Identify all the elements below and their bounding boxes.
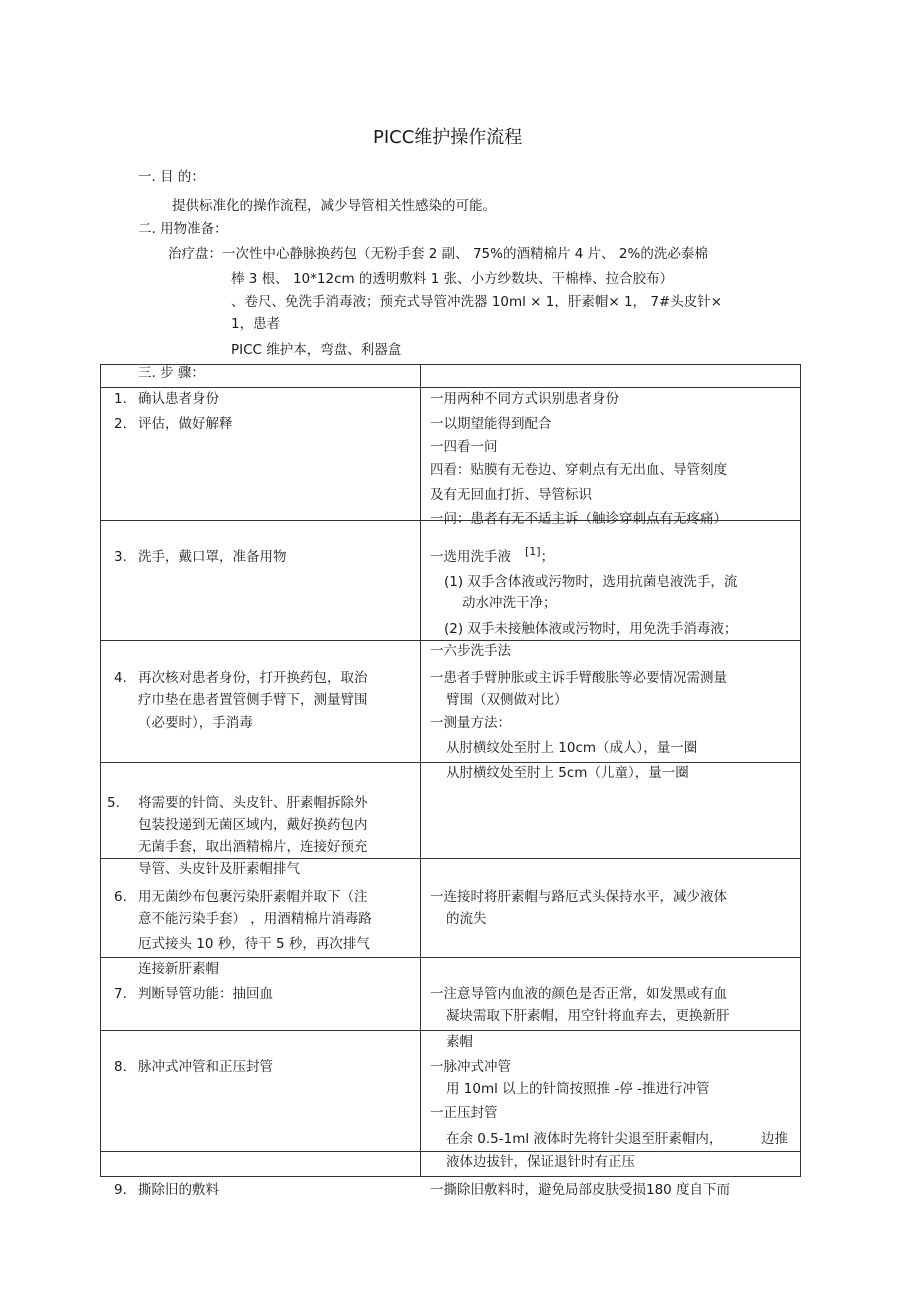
- step-text: 用无菌纱布包裹污染肝素帽并取下（注: [138, 889, 368, 905]
- step-note: 一脉冲式冲管: [430, 1059, 511, 1075]
- step-number: 3.: [114, 549, 127, 565]
- supplies-line: 治疗盘：一次性中心静脉换药包（无粉手套 2 副、 75%的酒精棉片 4 片、 2%的洗必泰棉: [168, 246, 708, 262]
- step-note: 一四看一问: [430, 439, 498, 455]
- table-rule: [100, 1151, 801, 1152]
- step-note: 用 10ml 以上的针筒按照推 -停 -推进行冲管: [446, 1081, 710, 1097]
- step-note: 一正压封管: [430, 1105, 498, 1121]
- step-number: 1.: [114, 391, 127, 407]
- step-note: 从肘横纹处至肘上 5cm（儿童），量一圈: [446, 765, 689, 781]
- step-number: 2.: [114, 416, 127, 432]
- step-note: 从肘横纹处至肘上 10cm（成人），量一圈: [446, 740, 698, 756]
- section-heading-steps: 三. 步 骤：: [138, 365, 205, 381]
- step-note: 一连接时将肝素帽与路厄式头保持水平，减少液体: [430, 889, 727, 905]
- step-note-punct: ；: [540, 549, 555, 565]
- citation-marker: [1]: [525, 545, 541, 558]
- step-number: 5.: [107, 795, 120, 811]
- step-note: 四看：贴膜有无卷边、穿刺点有无出血、导管刻度: [430, 462, 727, 478]
- step-text: 撕除旧的敷料: [138, 1182, 219, 1198]
- supplies-line: 棒 3 根、 10*12cm 的透明敷料 1 张、小方纱数块、干棉棒、拉合胶布）: [231, 271, 674, 287]
- step-text: 连接新肝素帽: [138, 961, 219, 977]
- step-note: 一注意导管内血液的颜色是否正常，如发黑或有血: [430, 986, 727, 1002]
- step-text: 判断导管功能：抽回血: [138, 986, 273, 1002]
- table-rule: [420, 364, 421, 1176]
- table-rule: [800, 364, 801, 1176]
- step-note: 边推: [761, 1131, 788, 1147]
- step-note: 液体边拔针，保证退针时有正压: [446, 1154, 635, 1170]
- step-note: [430, 545, 555, 567]
- table-rule: [100, 364, 801, 365]
- step-text: 无菌手套，取出酒精棉片，连接好预充: [138, 839, 368, 855]
- supplies-line: PICC 维护本，弯盘、利器盒: [231, 342, 402, 358]
- step-text: 包装投递到无菌区域内，戴好换药包内: [138, 817, 368, 833]
- table-rule: [100, 387, 801, 388]
- step-note: 一六步洗手法: [430, 643, 511, 659]
- step-note: 凝块需取下肝素帽，用空针将血弃去，更换新肝: [446, 1008, 730, 1024]
- supplies-line: 、卷尺、免洗手消毒液；预充式导管冲洗器 10ml × 1，肝素帽× 1， 7#头皮针×: [231, 294, 723, 310]
- step-text: 洗手，戴口罩，准备用物: [138, 549, 287, 565]
- step-note: 的流失: [446, 911, 487, 927]
- step-note-text: 一选用洗手液: [430, 549, 511, 565]
- step-note: 臂围（双侧做对比）: [446, 692, 568, 708]
- supplies-line: 1，患者: [231, 316, 281, 332]
- table-rule: [100, 858, 801, 859]
- step-note: (1) 双手含体液或污物时，选用抗菌皂液洗手，流: [444, 574, 738, 590]
- step-note: 素帽: [446, 1034, 473, 1050]
- step-text: （必要时），手消毒: [138, 715, 253, 731]
- table-rule: [100, 762, 801, 763]
- step-number: 6.: [114, 889, 127, 905]
- step-note: 动水冲洗干净；: [462, 595, 557, 611]
- step-number: 4.: [114, 670, 127, 686]
- section-heading-supplies: 二. 用物准备：: [138, 221, 228, 237]
- section-heading-purpose: 一. 目 的：: [138, 169, 205, 185]
- step-note: 一患者手臂肿胀或主诉手臂酸胀等必要情况需测量: [430, 670, 727, 686]
- purpose-text: 提供标准化的操作流程，减少导管相关性感染的可能。: [172, 198, 496, 214]
- table-rule: [100, 1030, 801, 1031]
- step-text: 导管、头皮针及肝素帽排气: [138, 861, 300, 877]
- step-text: 再次核对患者身份，打开换药包，取治: [138, 670, 368, 686]
- step-note: (2) 双手未接触体液或污物时，用免洗手消毒液；: [444, 621, 738, 637]
- step-text: 将需要的针筒、头皮针、肝素帽拆除外: [138, 795, 368, 811]
- step-note: 及有无回血打折、导管标识: [430, 487, 592, 503]
- step-text: 脉冲式冲管和正压封管: [138, 1059, 273, 1075]
- page-title: PICC维护操作流程: [373, 127, 523, 148]
- step-text: 疗巾垫在患者置管侧手臂下，测量臂围: [138, 692, 368, 708]
- step-note: 在余 0.5-1ml 液体时先将针尖退至肝素帽内，: [446, 1131, 723, 1147]
- table-rule: [100, 1176, 801, 1177]
- step-number: 7.: [114, 986, 127, 1002]
- step-text: 意不能污染手套） ，用酒精棉片消毒路: [138, 911, 372, 927]
- table-rule: [100, 640, 801, 641]
- table-rule: [100, 957, 801, 958]
- step-note: 一以期望能得到配合: [430, 416, 552, 432]
- step-note: 一撕除旧敷料时，避免局部皮肤受损180 度自下而: [430, 1182, 731, 1198]
- step-number: 8.: [114, 1059, 127, 1075]
- step-number: 9.: [114, 1182, 127, 1198]
- step-text: 评估，做好解释: [138, 416, 233, 432]
- step-note: 一问：患者有无不适主诉（触诊穿刺点有无疼痛）: [430, 511, 727, 527]
- table-rule: [100, 364, 101, 1176]
- step-note: 一测量方法：: [430, 715, 511, 731]
- step-text: 厄式接头 10 秒，待干 5 秒，再次排气: [138, 936, 370, 952]
- step-note: 一用两种不同方式识别患者身份: [430, 391, 619, 407]
- step-text: 确认患者身份: [138, 391, 219, 407]
